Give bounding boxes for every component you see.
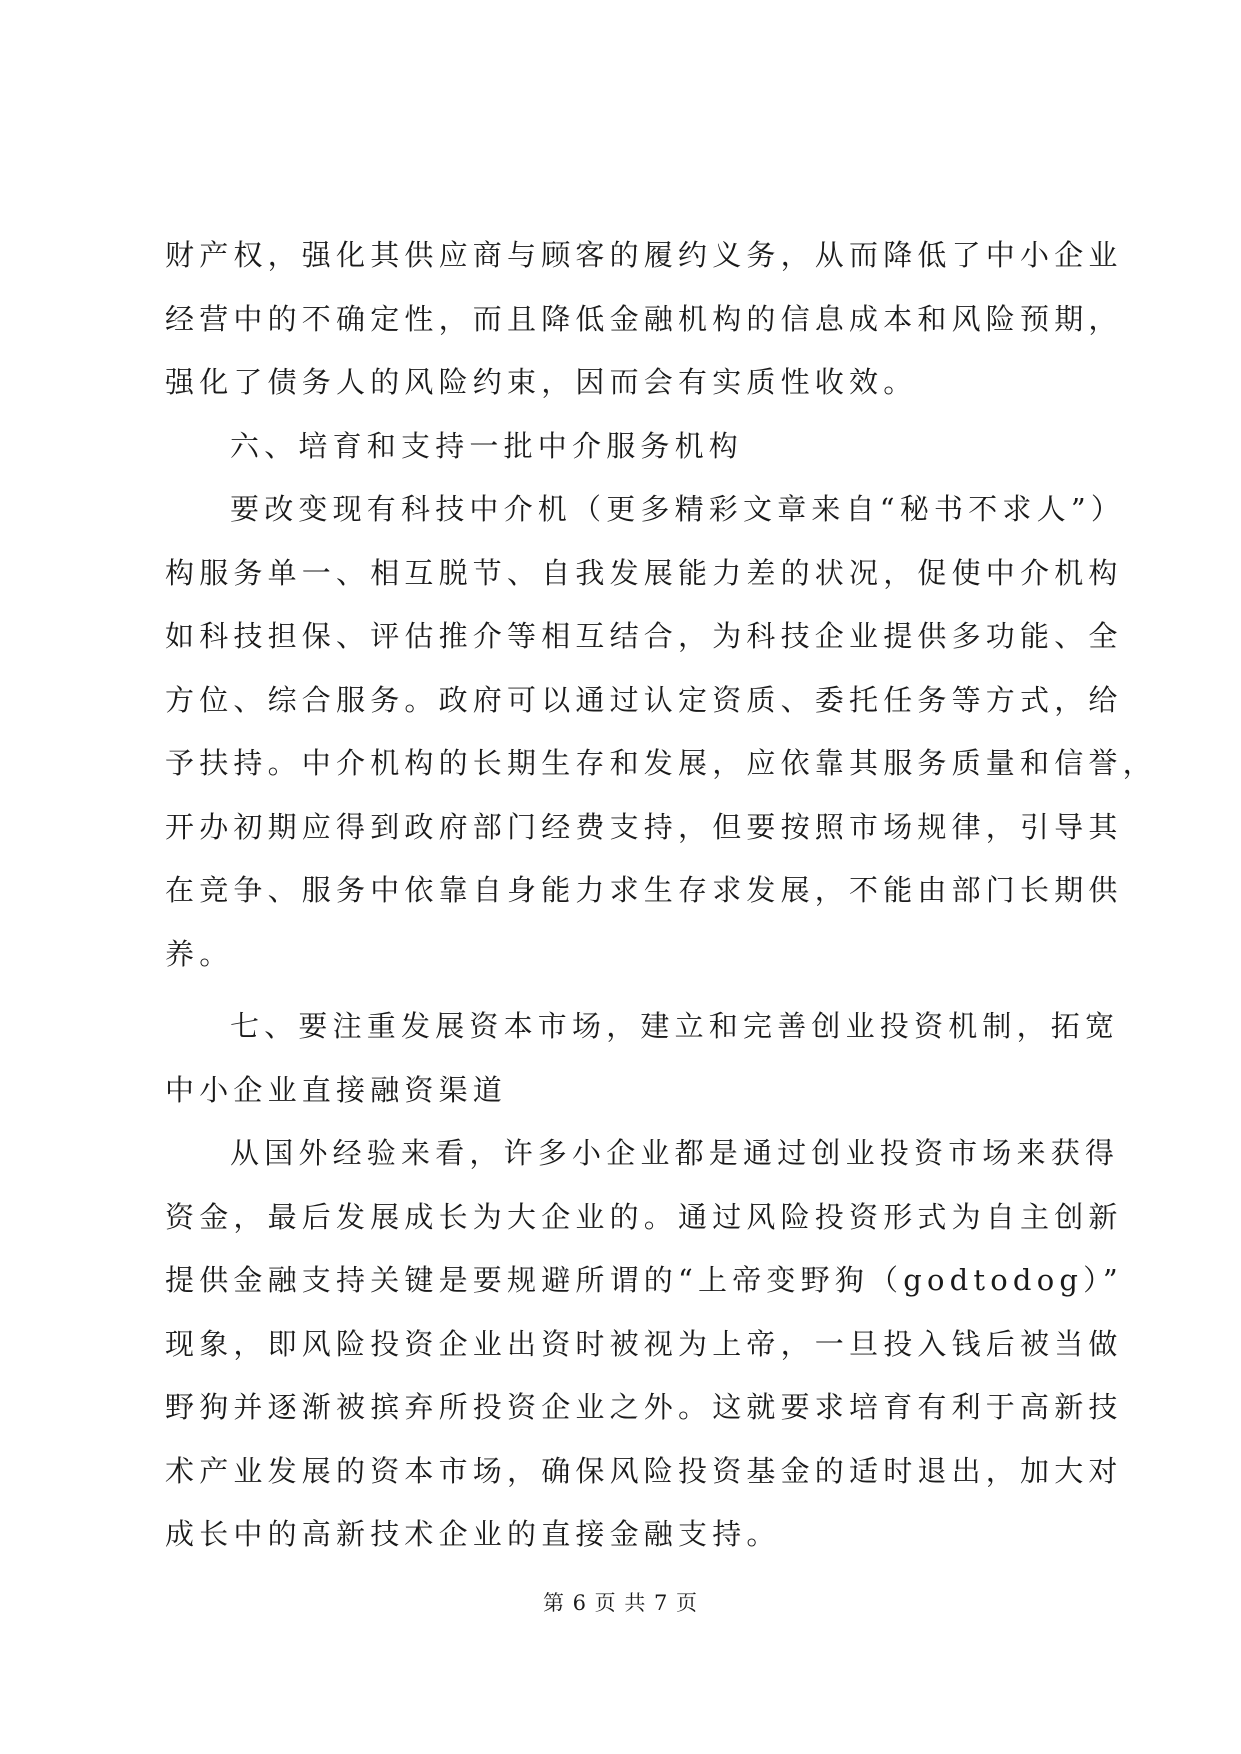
- text-line: 资金，最后发展成长为大企业的。通过风险投资形式为自主创新: [165, 1199, 1123, 1234]
- section-heading-6: 六、培育和支持一批中介服务机构: [230, 428, 744, 463]
- text-line: 在竞争、服务中依靠自身能力求生存求发展，不能由部门长期供: [165, 873, 1123, 907]
- text-line: 要改变现有科技中介机（更多精彩文章来自“秘书不求人”）: [230, 492, 1126, 526]
- section-heading-7-cont: 中小企业直接融资渠道: [165, 1072, 508, 1107]
- text-line: 提供金融支持关键是要规避所谓的“上帝变野狗（godtodog）”: [165, 1263, 1123, 1297]
- text-line: 养。: [165, 936, 234, 971]
- text-line: 构服务单一、相互脱节、自我发展能力差的状况，促使中介机构: [165, 555, 1123, 590]
- text-line: 术产业发展的资本市场，确保风险投资基金的适时退出，加大对: [165, 1453, 1123, 1488]
- text-line: 予扶持。中介机构的长期生存和发展，应依靠其服务质量和信誉，: [165, 746, 1157, 780]
- text-line: 财产权，强化其供应商与顾客的履约义务，从而降低了中小企业: [165, 238, 1123, 272]
- text-line: 现象，即风险投资企业出资时被视为上帝，一旦投入钱后被当做: [165, 1326, 1123, 1361]
- text-line: 野狗并逐渐被摈弃所投资企业之外。这就要求培育有利于高新技: [165, 1390, 1123, 1424]
- text-line: 经营中的不确定性，而且降低金融机构的信息成本和风险预期，: [165, 301, 1123, 336]
- text-line: 强化了债务人的风险约束，因而会有实质性收效。: [165, 365, 918, 399]
- text-line: 开办初期应得到政府部门经费支持，但要按照市场规律，引导其: [165, 809, 1123, 844]
- text-line: 方位、综合服务。政府可以通过认定资质、委托任务等方式，给: [165, 682, 1123, 717]
- text-line: 成长中的高新技术企业的直接金融支持。: [165, 1517, 781, 1551]
- document-body: [165, 224, 1157, 1567]
- text-line: 从国外经验来看，许多小企业都是通过创业投资市场来获得: [230, 1136, 1120, 1170]
- text-line: 如科技担保、评估推介等相互结合，为科技企业提供多功能、全: [165, 619, 1123, 653]
- page-number-footer: 第 6 页 共 7 页: [542, 1591, 699, 1615]
- section-heading-7: 七、要注重发展资本市场，建立和完善创业投资机制，拓宽: [230, 1009, 1120, 1043]
